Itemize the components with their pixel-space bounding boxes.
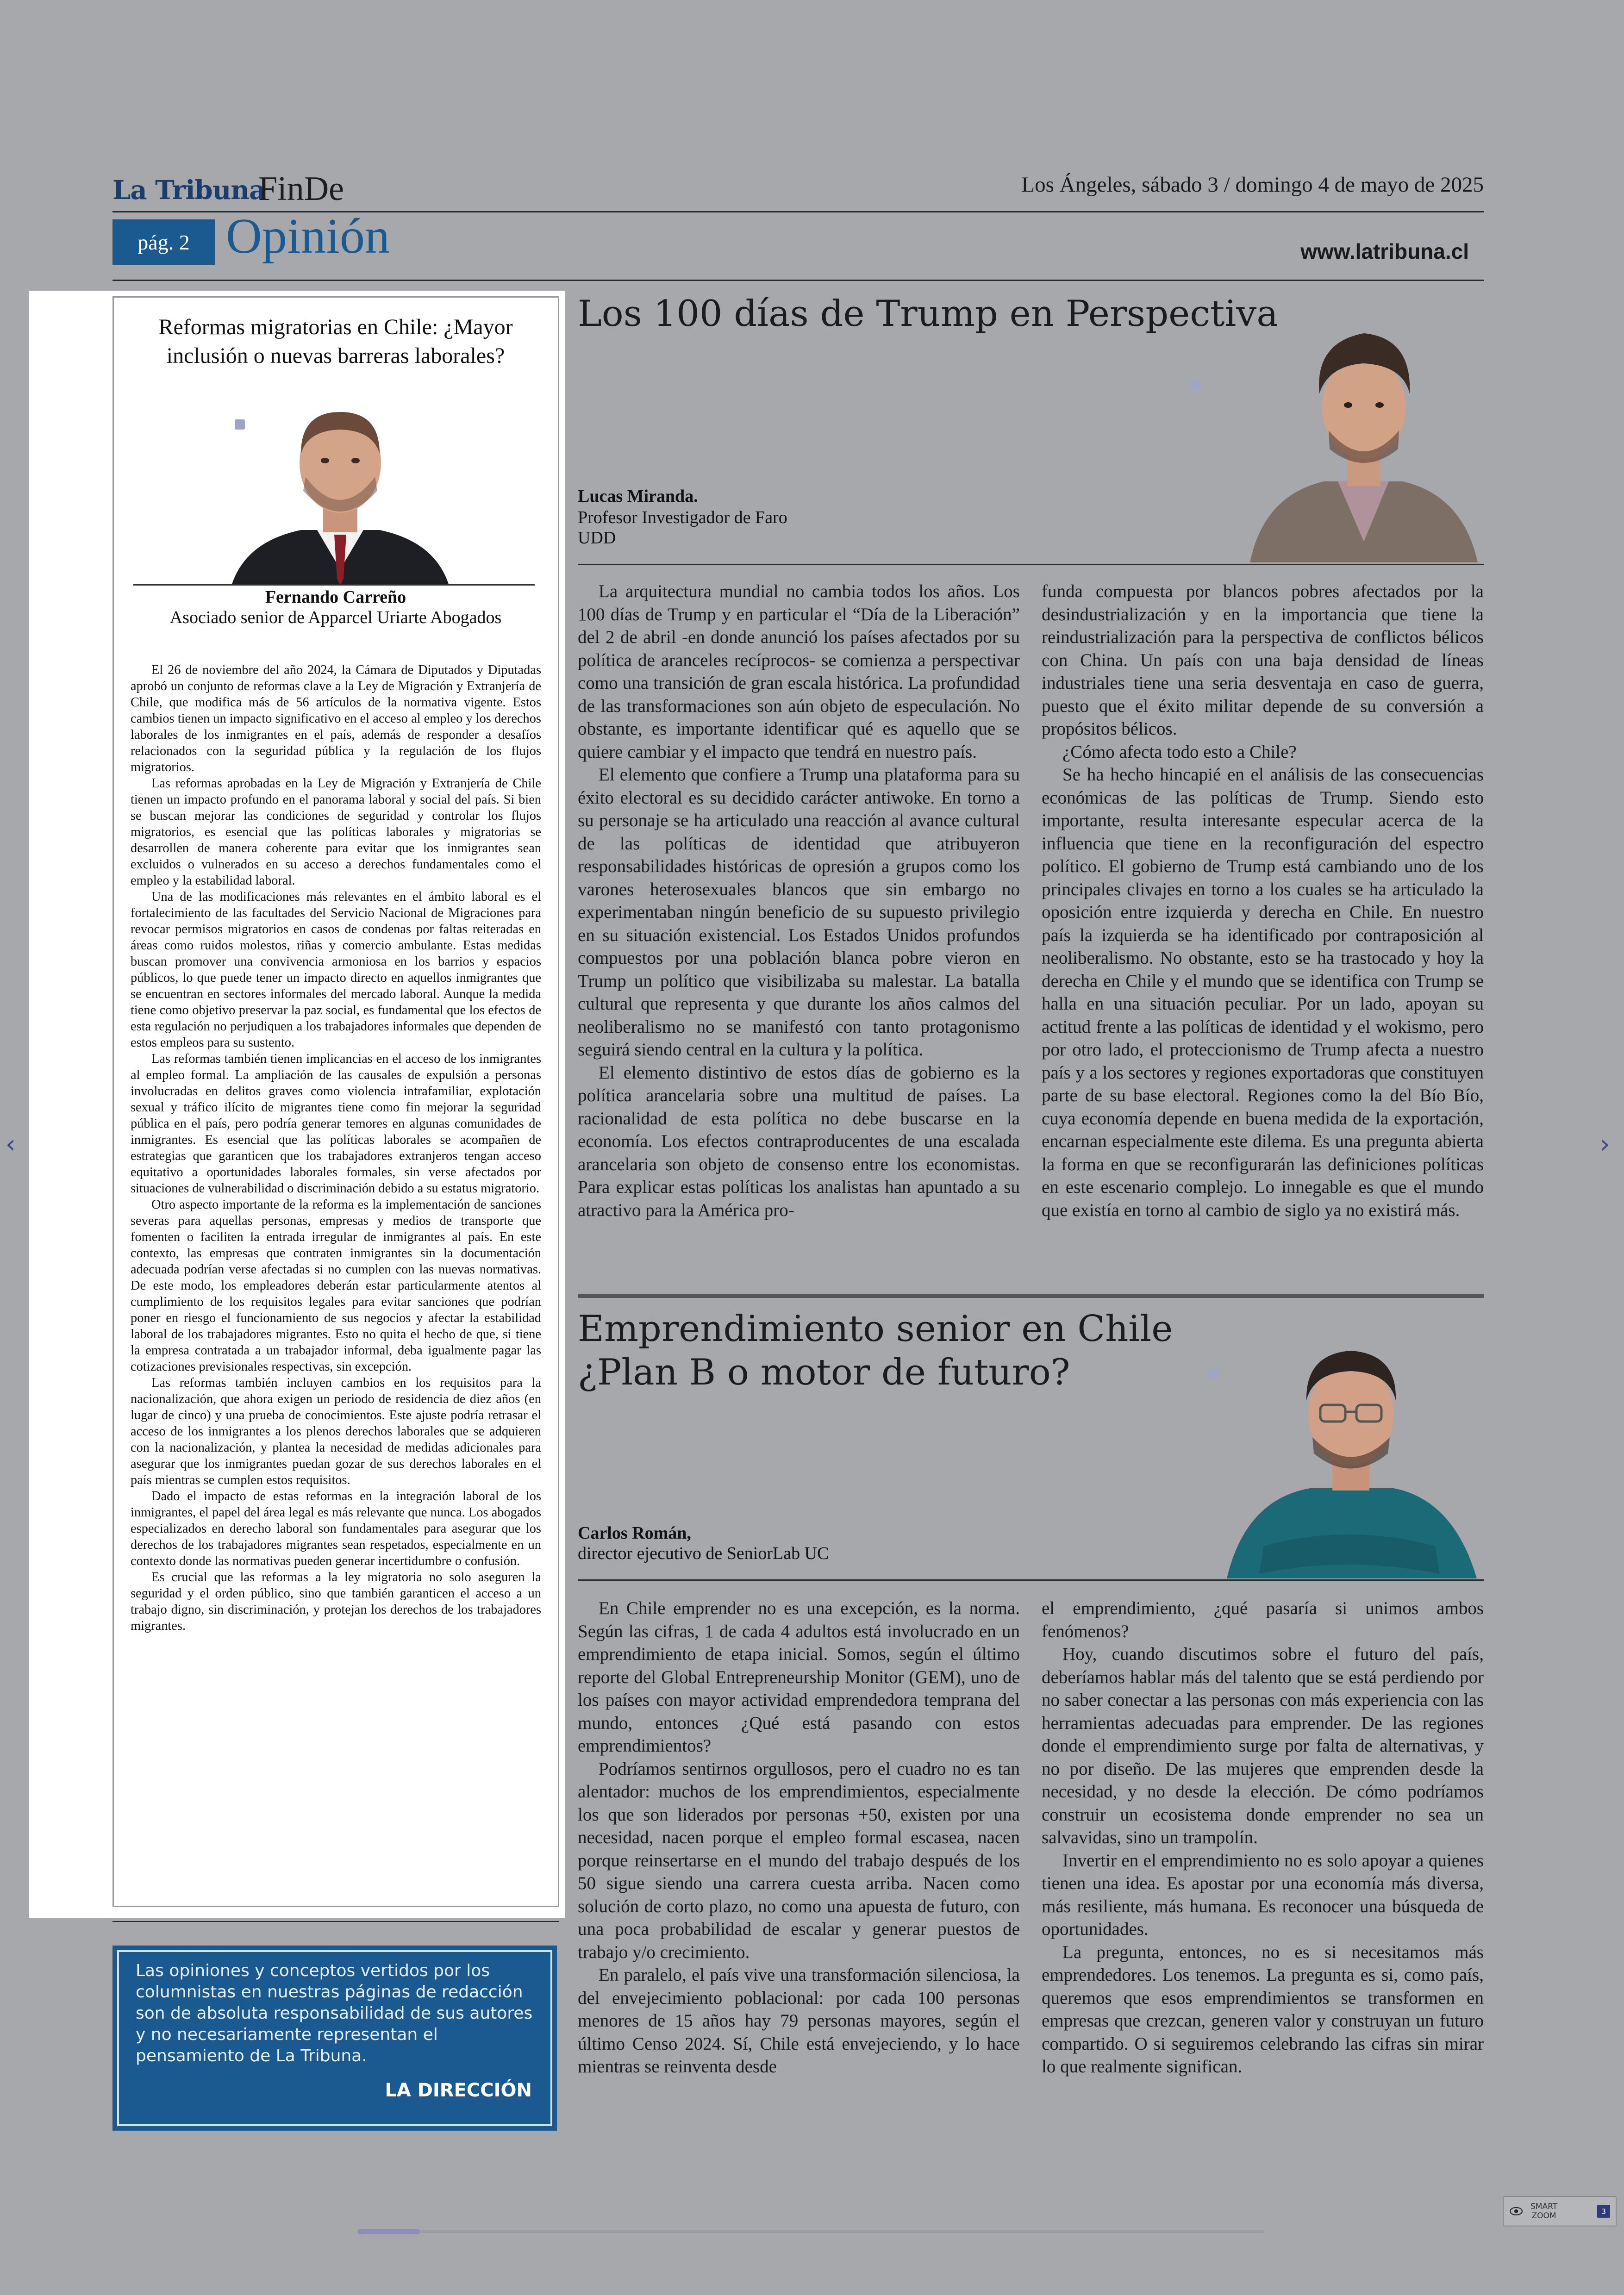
smart-zoom-button[interactable] <box>1503 2196 1617 2226</box>
smart-zoom-label <box>1530 2202 1557 2220</box>
author-photo-fernando <box>218 375 463 586</box>
smart-zoom-label-line-2: ZOOM <box>1531 2211 1556 2220</box>
paragraph: Se ha hecho hincapié en el análisis de las consecuencias económicas de las políticas de Trump. Siendo esto importante, resulta interesante especular acerca de la influencia que tiene en la reconfiguración del espectro político. El gobierno de Trump está cambiando uno de los principales clivajes en torno a los cuales se ha articulado la oposición entre izquierda y derecha en Chile. En nuestro país la izquierda se ha identificado por contraposición al neoliberalismo. No obstante, esto se ha trastocado y hoy la derecha en Chile y el mundo que se identifica con Trump se halla en una situación peculiar. Por un lado, apoyan su actitud frente a las políticas de identidad y el wokismo, pero por otro lado, el proteccionismo de Trump afecta a nuestro país y a los sectores y regiones exportadoras que constituyen parte de su base electoral. Regiones como la del Bío Bío, cuya economía depende en buena medida de la exportación, encarnan especialmente este dilema. Es una pregunta abierta la forma en que se reconfigurarán las definiciones políticas en este escenario complejo. Lo innegable es que el mundo que existía en torno al cambio de siglo ya no existirá más. <box>1042 765 1484 1220</box>
left-article-author: Fernando Carreño <box>265 587 406 607</box>
paragraph: Invertir en el emprendimiento no es solo apoyar a quienes tienen una idea. Es apostar por una economía más diversa, más resiliente, más humana. Es reconocer una búsqueda de oportunidades. <box>1042 1850 1484 1939</box>
paragraph: El elemento distintivo de estos días de gobierno es la política arancelaria sobre una multitud de países. La racionalidad de esta política no debe buscarse en la economía. Los efectos contraproducentes de una escalada arancelaria son objeto de consenso entre los economistas. Para explicar estas políticas los analistas han apuntado a su atractivo para la América pro- <box>578 1062 1020 1220</box>
article-author-role-lucas: Profesor Investigador de Faro UDD <box>578 508 787 548</box>
page-number-label: pág. 2 <box>137 230 190 254</box>
author-photo-carlos <box>1218 1315 1481 1578</box>
paragraph: La arquitectura mundial no cambia todos los años. Los 100 días de Trump y en particular el “Día de la Liberación” del 2 de abril -en donde anunció los países afectados por su política de aranceles recíprocos- se comienza a perspectivar como una transición de gran escala histórica. La profundidad de las transformaciones son aún objeto de especulación. No obstante, es importante identificar qué es aquello que se quiere cambiar y el impacto que tendrá en nuestro país. <box>578 581 1020 762</box>
article2-column-2 <box>1042 1597 1484 2134</box>
paragraph: En Chile emprender no es una excepción, es la norma. Según las cifras, 1 de cada 4 adultos está involucrado en un emprendimiento de etapa inicial. Somos, según el último reporte del Global Entrepreneurship Monitor (GEM), uno de los países con mayor actividad emprendedora temprana del mundo, entonces ¿Qué está pasando con estos emprendimientos? <box>578 1598 1020 1756</box>
section-name: FinDe <box>258 170 344 208</box>
left-column-bottom-rule <box>112 1921 559 1922</box>
paragraph: La pregunta, entonces, no es si necesitamos más emprendedores. Los tenemos. La pregunta es si, como país, queremos que esos emprendimientos se transformen en empresas que crezcan, generen valor y construyan un futuro compartido. O si seguiremos celebrando las cifras sin mirar lo que realmente significan. <box>1042 1942 1484 2077</box>
title-line-2: ¿Plan B o motor de futuro? <box>578 1351 1070 1393</box>
eye-icon <box>1509 2207 1523 2216</box>
article-author-role-carlos: director ejecutivo de SeniorLab UC <box>578 1544 829 1563</box>
article-title-emprendimiento <box>578 1308 1226 1394</box>
page-number-badge <box>112 219 215 265</box>
paragraph: el emprendimiento, ¿qué pasaría si unimos ambos fenómenos? <box>1042 1598 1484 1641</box>
article-author-lucas: Lucas Miranda. <box>578 486 698 506</box>
article1-column-1 <box>578 580 1020 1284</box>
paragraph: Dado el impacto de estas reformas en la integración laboral de los inmigrantes, el papel del área legal es más relevante que nunca. Los abogados especializados en derecho laboral son fundamentales para asegurar que los derechos de los trabajadores migrantes sean respetados, especialmente en un contexto donde las normativas pueden generar incertidumbre o confusión. <box>131 1489 541 1568</box>
paragraph: funda compuesta por blancos pobres afectados por la desindustrialización y en la importancia que tiene la reindustrialización para la perspectiva de conflictos bélicos con China. Un país con una baja densidad de líneas industriales tiene una seria desventaja en caso de guerra, puesto que el éxito militar depende de su conversión a propósitos bélicos. <box>1042 581 1484 739</box>
left-article-author-role: Asociado senior de Apparcel Uriarte Abogados <box>169 608 502 627</box>
paragraph: Otro aspecto importante de la reforma es la implementación de sanciones severas para aquellas personas, empresas y medios de transporte que fomenten o faciliten la entrada irregular de inmigrantes al país. En este contexto, las empresas que contraten inmigrantes sin la documentación adecuada podrían verse afectadas si no cumplen con las nuevas normativas. De este modo, los empleadores deberán estar particularmente atentos al cumplimiento de los requisitos legales para evitar sanciones que podrían poner en riesgo el funcionamiento de sus negocios y afectar la estabilidad laboral de los trabajadores migrantes. Esto no quita el hecho de que, si tiene la empresa contratada a un trabajador informal, deba igualmente pagar las cotizaciones previsionales respectivas, sin excepción. <box>131 1197 541 1374</box>
paragraph: Una de las modificaciones más relevantes en el ámbito laboral es el fortalecimiento de las facultades del Servicio Nacional de Migraciones para revocar permisos migratorios en casos de condenas por faltas reiteradas en áreas como ruidos molestos, riñas y comercio ambulante. Estas medidas buscan promover una convivencia armoniosa en los barrios y espacios públicos, lo que puede tener un impacto directo en aquellos inmigrantes que se encuentran en sectores informales del mercado laboral. Aunque la medida tiene como objetivo preservar la paz social, es fundamental que los efectos de esta regulación no perjudiquen a los trabajadores informales que dependen de estos empleos para su sustento. <box>131 890 541 1050</box>
disclaimer-text: Las opiniones y conceptos vertidos por los columnistas en nuestras páginas de redacción son de absoluta responsabilidad de sus autores y no necesariamente representan el pensamiento de La Tribuna. <box>136 1961 533 2065</box>
title-line-1: Emprendimiento senior en Chile <box>578 1308 1173 1350</box>
paragraph: En paralelo, el país vive una transformación silenciosa, la del envejecimiento poblacional: por cada 100 personas menores de 15 años hay 79 personas mayores, según el último Censo 2024. Sí, Chile está envejeciendo, y lo hace mientras se reinventa desde <box>578 1965 1020 2077</box>
article1-author-rule <box>578 564 1484 565</box>
chevron-right-icon[interactable]: › <box>1600 1129 1610 1159</box>
website-link[interactable]: www.latribuna.cl <box>1300 239 1469 263</box>
header-bottom-rule <box>112 280 1484 281</box>
smart-zoom-key: 3 <box>1597 2205 1610 2218</box>
article1-column-2 <box>1042 580 1484 1284</box>
paragraph: Es crucial que las reformas a la ley migratoria no solo aseguren la seguridad y el orden público, sino que también garanticen el acceso a un trabajo digno, sin discriminación, y protejan los derechos de los trabajadores migrantes. <box>131 1570 541 1633</box>
page-title: Opinión <box>226 209 390 264</box>
image-placeholder-icon <box>1208 1368 1218 1378</box>
author-photo-lucas <box>1250 301 1478 562</box>
paragraph: Las reformas también incluyen cambios en los requisitos para la nacionalización, que ahora exigen un periodo de residencia de diez años (en lugar de cinco) y una prueba de conocimientos. Este ajuste podría retrasar el acceso de los inmigrantes a los plenos derechos laborales que se adquieren con la nacionalización, y plantea la necesidad de medidas adicionales para asegurar que los inmigrantes puedan gozar de sus derechos laborales en el país mientras se cumplen estos requisitos. <box>131 1376 541 1487</box>
edition-date: Los Ángeles, sábado 3 / domingo 4 de mayo de 2025 <box>1021 173 1484 197</box>
paragraph: El 26 de noviembre del año 2024, la Cámara de Diputados y Diputadas aprobó un conjunto de reformas clave a la Ley de Migración y Extranjería de Chile, que modifica más de 56 artículos de la normativa vigente. Estos cambios tienen un impacto significativo en el acceso al empleo y los derechos laborales de los inmigrantes en el país, además de responder a desafíos relacionados con la seguridad pública y la regulación de los flujos migratorios. <box>131 663 541 774</box>
article2-column-1 <box>578 1597 1020 2134</box>
author-divider <box>133 584 535 586</box>
paragraph: Hoy, cuando discutimos sobre el futuro del país, deberíamos hablar más del talento que se está perdiendo por no saber conectar a las personas con más experiencia con las herramientas adecuadas para emprender. De las regiones donde el emprendimiento surge por falta de alternativas, y no por diseño. De las mujeres que emprenden desde la necesidad, y no desde la elección. De cómo podríamos construir un ecosistema donde emprender no sea un salvavidas, sino un trampolín. <box>1042 1644 1484 1847</box>
article-author-carlos: Carlos Román, <box>578 1523 691 1543</box>
article-title-trump: Los 100 días de Trump en Perspectiva <box>578 293 1278 335</box>
subheading: ¿Cómo afecta todo esto a Chile? <box>1062 742 1297 762</box>
paragraph: Las reformas también tienen implicancias en el acceso de los inmigrantes al empleo formal. La ampliación de las causales de expulsión a personas involucradas en delitos graves como violencia intrafamiliar, explotación sexual y tráfico ilícito de migrantes tiene como fin mejorar la seguridad pública en el país, pero podría generar temores en algunas comunidades de inmigrantes. Es esencial que las políticas laborales se acompañen de estrategias que garanticen que los trabajadores extranjeros tengan acceso equitativo a oportunidades laborales formales, sin verse afectados por situaciones de vulnerabilidad o discriminación debido a su estatus migratorio. <box>131 1052 541 1196</box>
scrollbar-thumb[interactable] <box>357 2229 420 2234</box>
article-separator <box>578 1294 1484 1298</box>
chevron-left-icon[interactable]: ‹ <box>6 1129 16 1159</box>
left-article-title: Reformas migratorias en Chile: ¿Mayor inclusión o nuevas barreras laborales? <box>158 315 513 368</box>
paragraph: Las reformas aprobadas en la Ley de Migración y Extranjería de Chile tienen un impacto profundo en el panorama laboral y social del país. Si bien se buscan mejorar las condiciones de seguridad y controlar los flujos migratorios, es esencial que las políticas laborales y migratorias se desarrollen de manera coherente para evitar que los inmigrantes sean excluidos o vulnerados en su acceso a derechos fundamentales como el empleo y la estabilidad laboral. <box>131 776 541 888</box>
article2-author-rule <box>578 1579 1484 1581</box>
left-article-body <box>131 662 541 1886</box>
newspaper-logo: La Tribuna <box>112 175 266 206</box>
smart-zoom-label-line-1: SMART <box>1530 2202 1558 2211</box>
disclaimer-signature: LA DIRECCIÓN <box>385 2080 532 2101</box>
paragraph: El elemento que confiere a Trump una plataforma para su éxito electoral es su decidido carácter antiwoke. En torno a su personaje se ha articulado una reacción al avance cultural de las políticas de identidad que atribuyeron responsabilidades históricas de opresión a grupos como los varones heterosexuales blancos que sin embargo no experimentaban ningún beneficio de su supuesto privilegio en su situación existencial. Los Estados Unidos profundos compuestos por una población blanca pobre vieron en Trump un político que visibilizaba su malestar. La batalla cultural que representa y que durante los años calmos del neoliberalismo no se manifestó con tanto protagonismo seguirá siendo central en la cultura y la política. <box>578 765 1020 1060</box>
paragraph: Podríamos sentirnos orgullosos, pero el cuadro no es tan alentador: muchos de los emprendimientos, especialmente los que son liderados por personas +50, existen por una necesidad, nacen porque el empleo formal escasea, nacen porque reinsertarse en el mundo del trabajo después de los 50 sigue siendo una carrera cuesta arriba. Nacen como solución de corto plazo, no como una apuesta de futuro, con una poca probabilidad de escalar y generar puestos de trabajo y/o crecimiento. <box>578 1759 1020 1962</box>
image-placeholder-icon <box>1191 380 1201 391</box>
editorial-disclaimer-box <box>112 1946 557 2131</box>
page-scrollbar[interactable] <box>357 2230 1265 2233</box>
